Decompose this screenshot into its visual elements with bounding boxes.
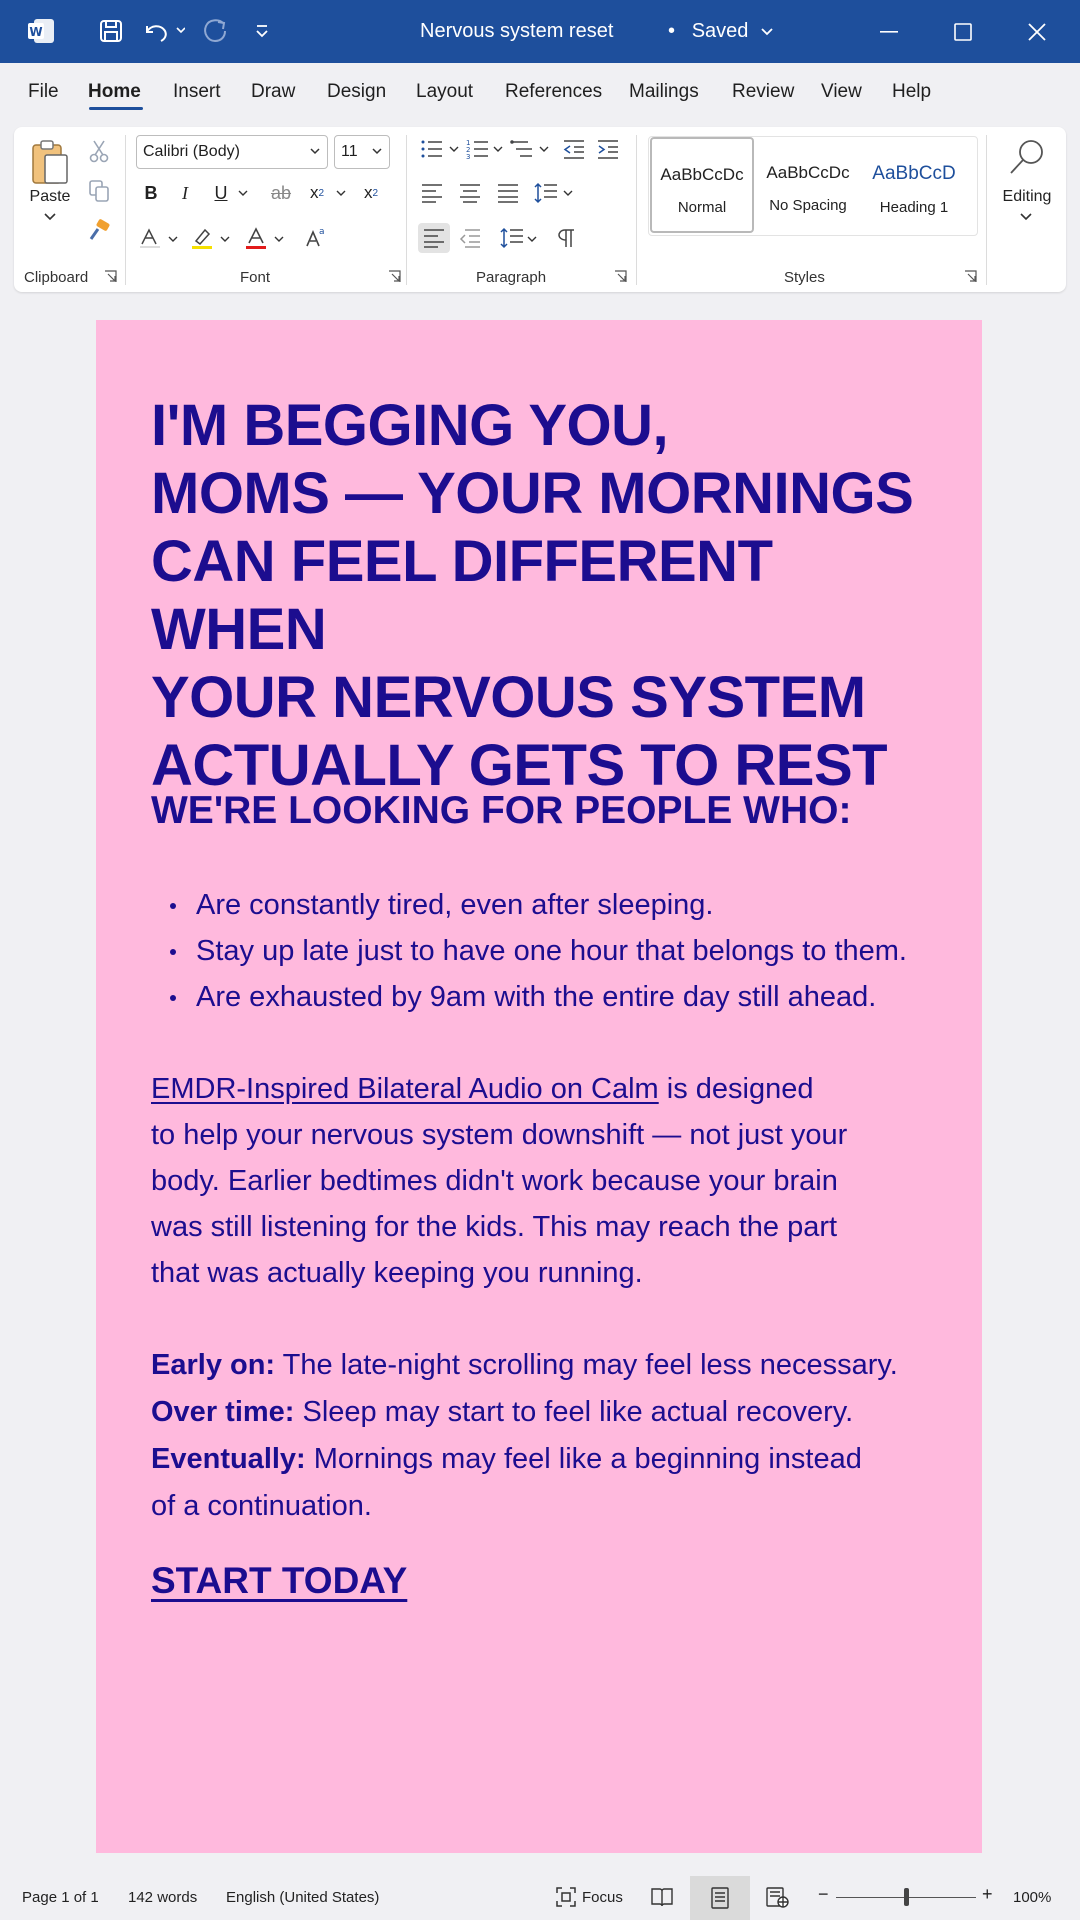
font-color-icon[interactable] [242, 223, 270, 253]
decrease-indent-icon[interactable] [560, 135, 588, 163]
headline-line: I'M BEGGING YOU, [151, 393, 669, 458]
focus-button[interactable] [556, 1885, 623, 1909]
focus-icon [556, 1887, 576, 1907]
paragraph-spacing-icon[interactable] [498, 223, 526, 253]
strikethrough-icon[interactable]: ab [270, 182, 292, 203]
web-layout-icon[interactable] [766, 1886, 790, 1910]
group-divider [406, 135, 407, 285]
body-text: that was actually keeping you running. [151, 1257, 643, 1289]
style-heading-1[interactable] [862, 137, 966, 233]
svg-text:3: 3 [466, 153, 471, 160]
paragraph-dialog-launcher-icon[interactable] [614, 270, 627, 283]
font-family-select[interactable] [136, 135, 328, 169]
headline-line: ACTUALLY GETS TO REST [151, 733, 888, 798]
tab-review[interactable]: Review [732, 81, 795, 102]
underline-icon[interactable]: U [214, 182, 228, 203]
read-mode-icon[interactable] [651, 1885, 673, 1909]
minimize-button[interactable] [852, 0, 926, 63]
text-effects-icon[interactable] [136, 223, 164, 253]
svg-text:a: a [319, 227, 325, 237]
list-item-text: Are exhausted by 9am with the entire day still ahead. [196, 981, 877, 1013]
tab-references[interactable]: References [505, 81, 603, 102]
svg-text:W: W [29, 25, 43, 39]
subheading[interactable]: WE'RE LOOKING FOR PEOPLE WHO: [151, 789, 852, 832]
chevron-down-icon [309, 145, 321, 157]
headline-line: CAN FEEL DIFFERENT WHEN [151, 529, 773, 662]
timeline-text: Mornings may feel like a beginning instead [305, 1443, 862, 1475]
copy-icon[interactable] [84, 177, 114, 205]
bullet-icon [170, 949, 176, 955]
tab-layout[interactable]: Layout [416, 81, 474, 102]
start-today-link[interactable]: START TODAY [151, 1560, 408, 1601]
active-tab-indicator [89, 107, 143, 110]
saved-dot-icon: • [668, 20, 676, 42]
save-icon[interactable] [94, 14, 128, 48]
change-case-icon[interactable] [300, 223, 328, 253]
print-layout-icon[interactable] [710, 1886, 730, 1910]
style-sample: AaBbCcDc [660, 165, 744, 184]
tab-design[interactable]: Design [327, 81, 387, 102]
timeline-text: of a continuation. [151, 1490, 372, 1522]
align-left-icon[interactable] [418, 179, 446, 207]
list-item[interactable] [151, 882, 907, 928]
body-paragraph[interactable] [151, 1066, 931, 1296]
paste-dropdown-icon[interactable] [40, 209, 60, 225]
style-sample: AaBbCcD [872, 163, 956, 184]
body-text: to help your nervous system downshift — not just your [151, 1119, 848, 1151]
bullet-icon [170, 995, 176, 1001]
tab-mailings[interactable]: Mailings [629, 81, 699, 102]
editing-button[interactable]: Editing [1002, 188, 1052, 205]
outdent-icon[interactable] [456, 223, 484, 253]
highlight-icon[interactable] [188, 223, 216, 253]
zoom-slider-thumb[interactable] [904, 1888, 909, 1906]
style-name: Normal [677, 199, 727, 216]
save-status-label: Saved [691, 20, 749, 42]
timeline-label: Early on: [151, 1349, 276, 1381]
bullets-icon[interactable] [418, 135, 446, 163]
save-status[interactable] [668, 20, 774, 43]
group-divider [636, 135, 637, 285]
underline-dropdown-icon[interactable] [236, 185, 250, 201]
paste-button[interactable]: Paste [29, 188, 71, 205]
close-button[interactable] [1000, 0, 1074, 63]
line-spacing-icon[interactable] [532, 179, 560, 207]
word-count[interactable]: 142 words [128, 1889, 198, 1906]
font-color-dropdown-icon[interactable] [272, 231, 286, 247]
headline-line: YOUR NERVOUS SYSTEM [151, 665, 866, 730]
format-painter-icon[interactable] [84, 217, 114, 245]
bullets-dropdown-icon[interactable] [448, 141, 460, 157]
cut-icon[interactable] [84, 137, 114, 165]
style-no-spacing[interactable] [756, 137, 860, 233]
font-size-value: 11 [341, 143, 358, 160]
tab-file[interactable]: File [28, 81, 59, 102]
subscript-icon[interactable]: x 2 [309, 183, 325, 202]
document-page[interactable] [96, 320, 982, 1853]
numbering-icon[interactable] [464, 135, 492, 163]
timeline-label: Eventually: [151, 1443, 306, 1475]
subscript-dropdown-icon[interactable] [334, 185, 348, 201]
chevron-down-icon [371, 145, 383, 157]
increase-indent-icon[interactable] [594, 135, 622, 163]
group-divider [986, 135, 987, 285]
font-size-select[interactable] [334, 135, 390, 169]
bullet-list [151, 882, 907, 1020]
editing-dropdown-icon[interactable] [1016, 209, 1036, 225]
bullet-icon [170, 903, 176, 909]
ribbon-tabs [0, 63, 1080, 123]
body-text: body. Earlier bedtimes didn't work because your brain [151, 1165, 838, 1197]
font-group-label: Font [240, 269, 271, 286]
search-icon[interactable] [1000, 135, 1054, 179]
timeline-text: Sleep may start to feel like actual recovery. [294, 1396, 854, 1428]
font-family-value: Calibri (Body) [143, 143, 240, 160]
timeline-label: Over time: [151, 1396, 295, 1428]
svg-text:1: 1 [466, 139, 471, 147]
paste-icon[interactable] [26, 137, 72, 189]
list-item[interactable] [151, 928, 907, 974]
multilevel-list-dropdown-icon[interactable] [538, 141, 550, 157]
multilevel-list-icon[interactable] [508, 135, 536, 163]
styles-dialog-launcher-icon[interactable] [964, 270, 977, 283]
styles-group-label: Styles [784, 269, 825, 286]
show-formatting-marks-icon[interactable] [552, 223, 580, 253]
customize-quick-access-icon[interactable] [250, 14, 274, 48]
redo-icon[interactable] [198, 14, 232, 48]
font-dialog-launcher-icon[interactable] [388, 270, 401, 283]
undo-button[interactable] [140, 14, 186, 48]
tab-home[interactable]: Home [88, 81, 141, 102]
body-text: is designed [658, 1073, 814, 1105]
style-name: Heading 1 [879, 199, 949, 216]
headline-line: MOMS — YOUR MORNINGS [151, 461, 914, 526]
numbering-dropdown-icon[interactable] [492, 141, 504, 157]
calm-audio-link[interactable]: EMDR-Inspired Bilateral Audio on Calm [151, 1073, 659, 1105]
zoom-in-button[interactable]: + [982, 1884, 993, 1904]
bold-icon[interactable]: B [144, 182, 158, 203]
style-name: No Spacing [769, 197, 847, 214]
clipboard-group-label: Clipboard [24, 269, 89, 286]
paragraph-spacing-dropdown-icon[interactable] [526, 231, 538, 247]
document-title[interactable]: Nervous system reset [420, 20, 614, 42]
headline[interactable] [151, 392, 951, 800]
align-center-icon[interactable] [456, 179, 484, 207]
highlight-dropdown-icon[interactable] [218, 231, 232, 247]
timeline-text: The late-night scrolling may feel less necessary. [275, 1349, 898, 1381]
title-bar [0, 0, 1080, 63]
justify-icon[interactable] [494, 179, 522, 207]
tab-help[interactable]: Help [892, 81, 932, 102]
zoom-out-button[interactable]: − [818, 1884, 829, 1904]
list-item-text: Are constantly tired, even after sleeping. [196, 889, 714, 921]
page-count[interactable]: Page 1 of 1 [22, 1889, 99, 1906]
group-divider [125, 135, 126, 285]
italic-icon[interactable]: I [182, 182, 188, 203]
zoom-level[interactable]: 100% [1013, 1889, 1052, 1906]
text-effects-dropdown-icon[interactable] [166, 231, 180, 247]
style-normal[interactable] [650, 137, 754, 233]
maximize-button[interactable] [926, 0, 1000, 63]
tab-insert[interactable]: Insert [173, 81, 221, 102]
line-spacing-dropdown-icon[interactable] [562, 185, 574, 201]
align-left-active-icon[interactable] [418, 223, 450, 253]
tab-view[interactable]: View [821, 81, 862, 102]
superscript-icon[interactable]: x 2 [363, 183, 379, 202]
paragraph-group-label: Paragraph [476, 269, 547, 286]
word-app-icon [26, 16, 56, 46]
clipboard-dialog-launcher-icon[interactable] [104, 270, 117, 283]
style-sample: AaBbCcDc [766, 163, 850, 182]
body-text: was still listening for the kids. This may reach the part [151, 1211, 838, 1243]
focus-label: Focus [582, 1888, 623, 1906]
language-indicator[interactable]: English (United States) [226, 1889, 380, 1906]
list-item-text: Stay up late just to have one hour that belongs to them. [196, 935, 907, 967]
timeline-paragraph[interactable] [151, 1342, 941, 1530]
svg-text:2: 2 [466, 146, 471, 154]
ribbon [14, 127, 1066, 292]
list-item[interactable] [151, 974, 907, 1020]
tab-draw[interactable]: Draw [251, 81, 296, 102]
chevron-down-icon [760, 27, 774, 37]
